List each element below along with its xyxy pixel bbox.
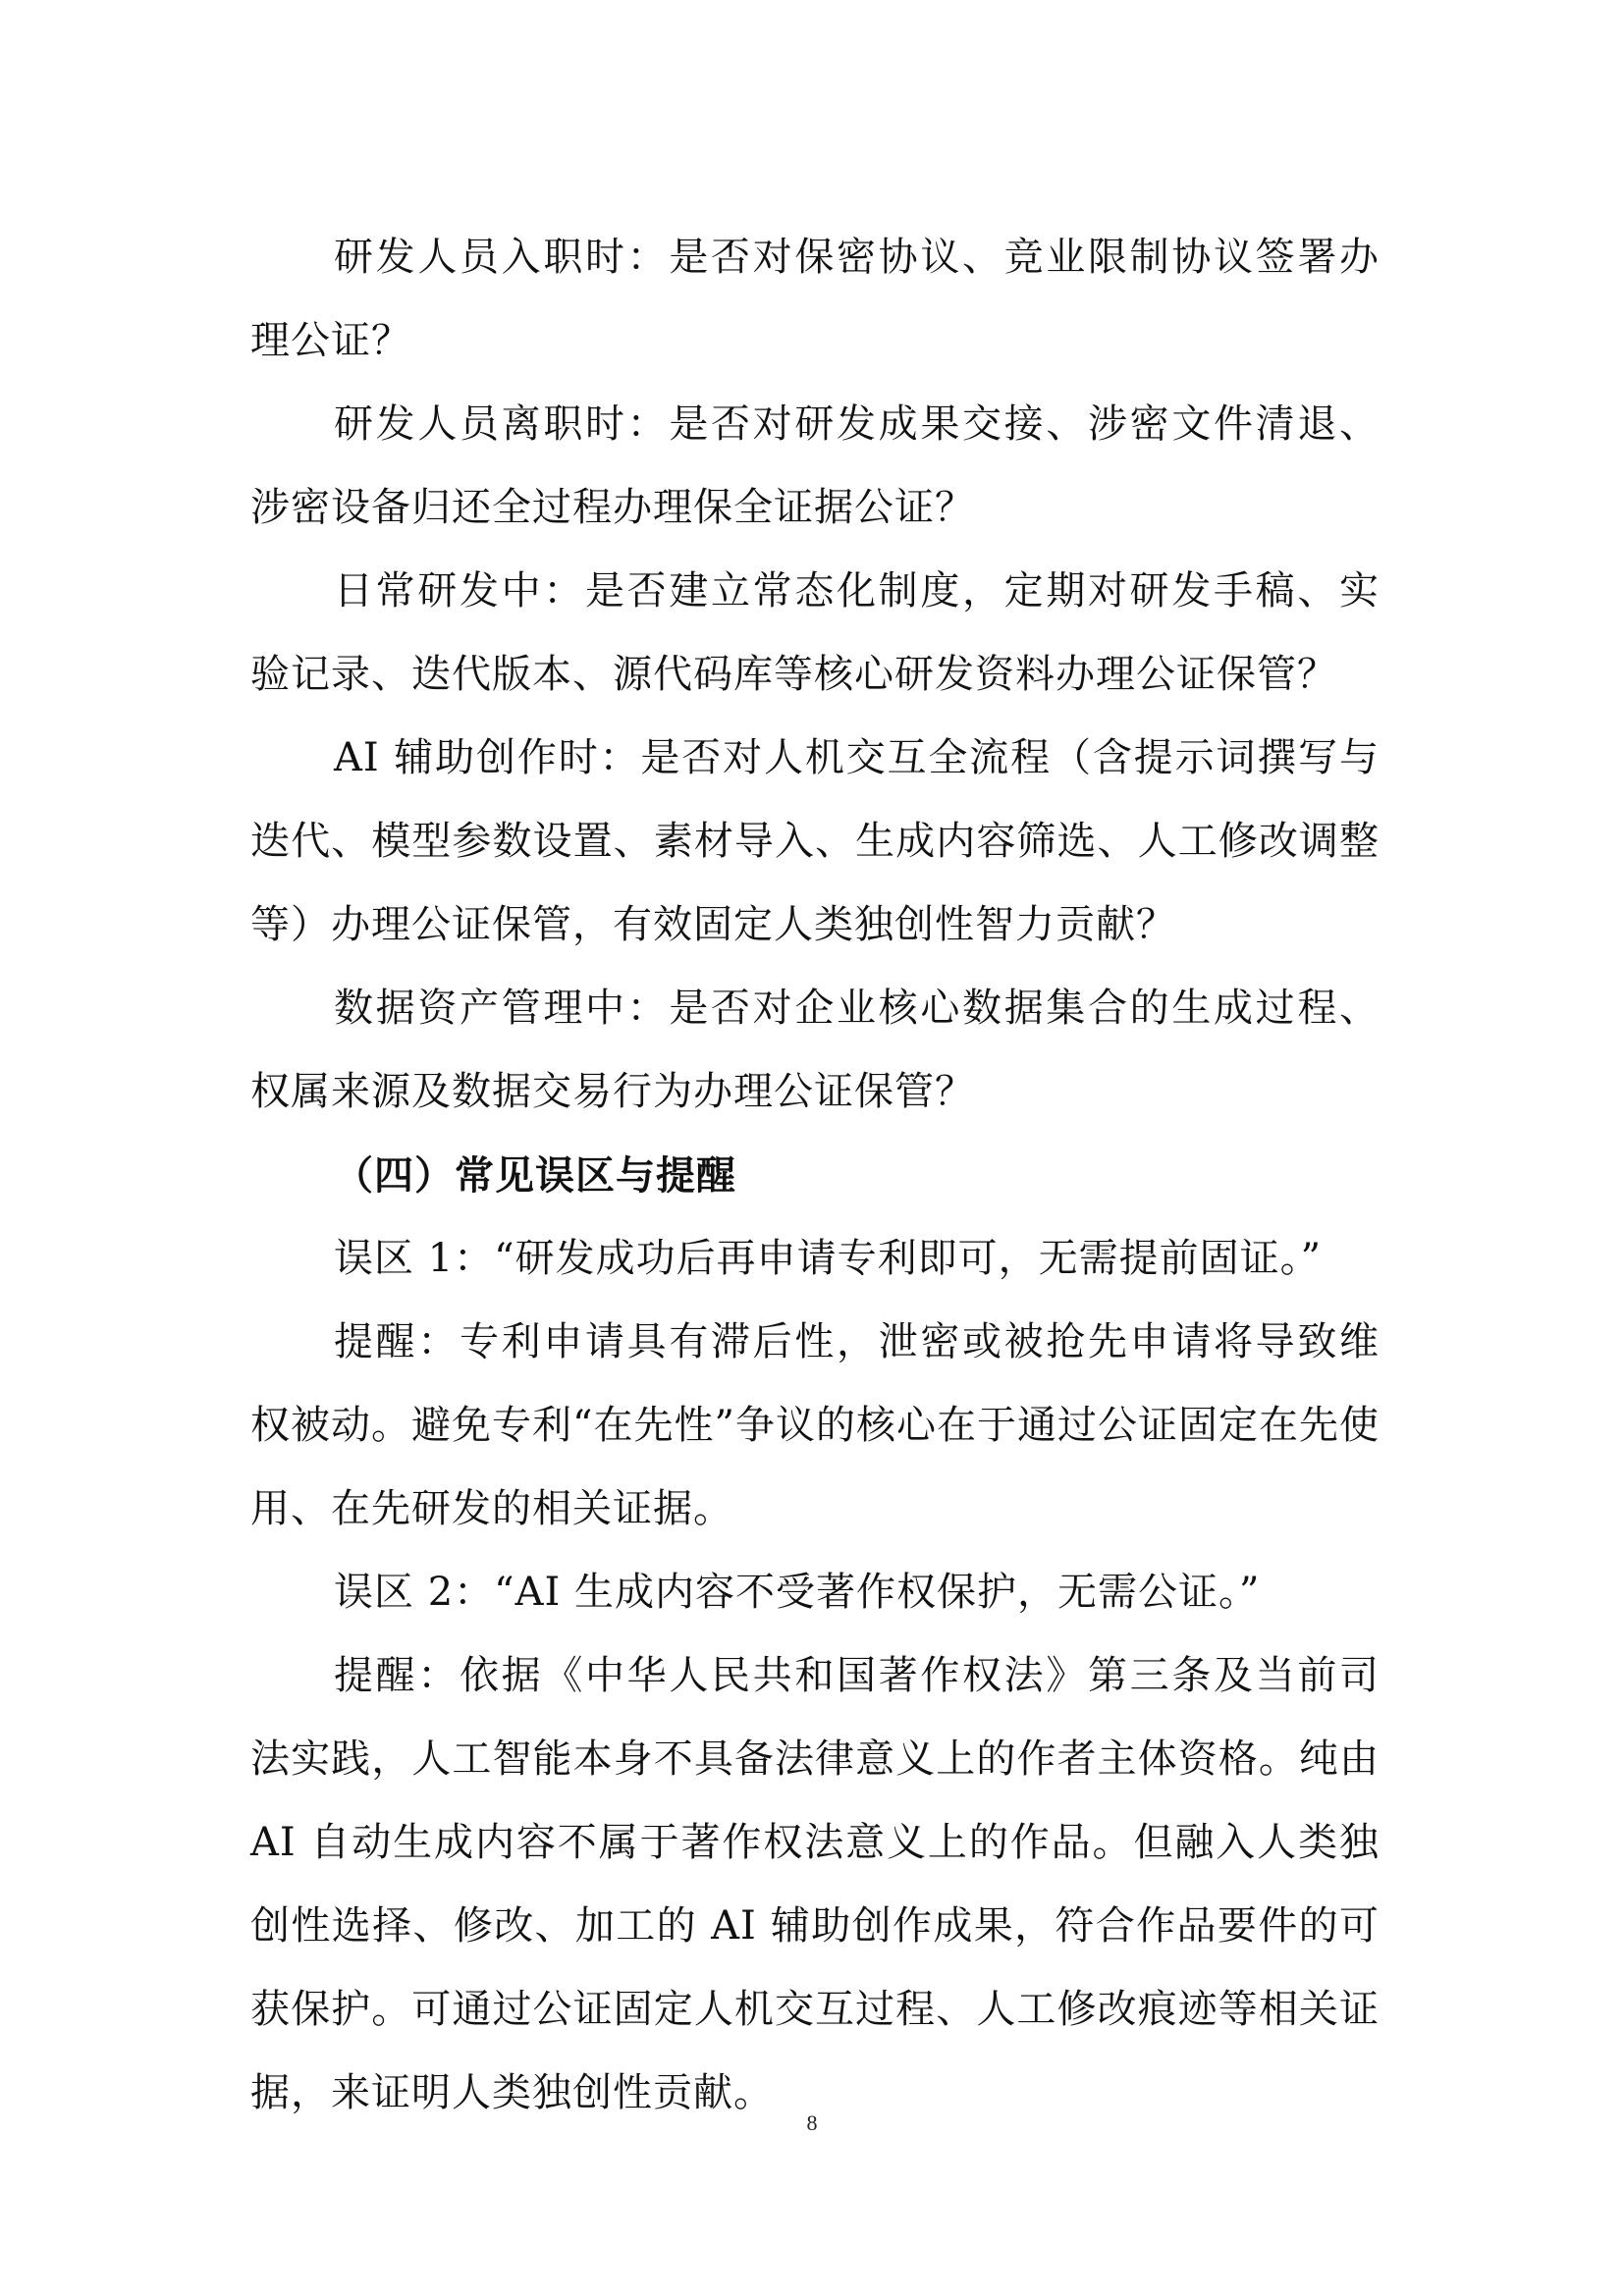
paragraph-daily-rd: 日常研发中：是否建立常态化制度，定期对研发手稿、实验记录、迭代版本、源代码库等核心研发资料办理公证保管？ [250, 568, 1380, 697]
paragraph-ai-assisted: AI 辅助创作时：是否对人机交互全流程（含提示词撰写与迭代、模型参数设置、素材导入、生成内容筛选、人工修改调整等）办理公证保管，有效固定人类独创性智力贡献？ [250, 735, 1380, 947]
reminder-2: 提醒：依据《中华人民共和国著作权法》第三条及当前司法实践，人工智能本身不具备法律意义上的作者主体资格。纯由 AI 自动生成内容不属于著作权法意义上的作品。但融入人类独创性选择、修改、加工的 AI 辅助创作成果，符合作品要件的可获保护。可通过公证固定人机交互过程、人工修改痕迹等相关证据，来证明人类独创性贡献。 [250, 1653, 1380, 2115]
paragraph-onboarding: 研发人员入职时：是否对保密协议、竞业限制协议签署办理公证？ [250, 235, 1380, 363]
misconception-1: 误区 1：“研发成功后再申请专利即可，无需提前固证。” [334, 1236, 1323, 1281]
document-body [250, 216, 1380, 2135]
paragraph-data-assets: 数据资产管理中：是否对企业核心数据集合的生成过程、权属来源及数据交易行为办理公证保管？ [250, 986, 1380, 1114]
reminder-1: 提醒：专利申请具有滞后性，泄密或被抢先申请将导致维权被动。避免专利“在先性”争议的核心在于通过公证固定在先使用、在先研发的相关证据。 [250, 1319, 1380, 1531]
page-number: 8 [806, 2110, 818, 2135]
paragraph-offboarding: 研发人员离职时：是否对研发成果交接、涉密文件清退、涉密设备归还全过程办理保全证据公证？ [250, 401, 1380, 530]
misconception-2: 误区 2：“AI 生成内容不受著作权保护，无需公证。” [334, 1570, 1261, 1615]
section-heading: （四）常见误区与提醒 [334, 1152, 736, 1199]
